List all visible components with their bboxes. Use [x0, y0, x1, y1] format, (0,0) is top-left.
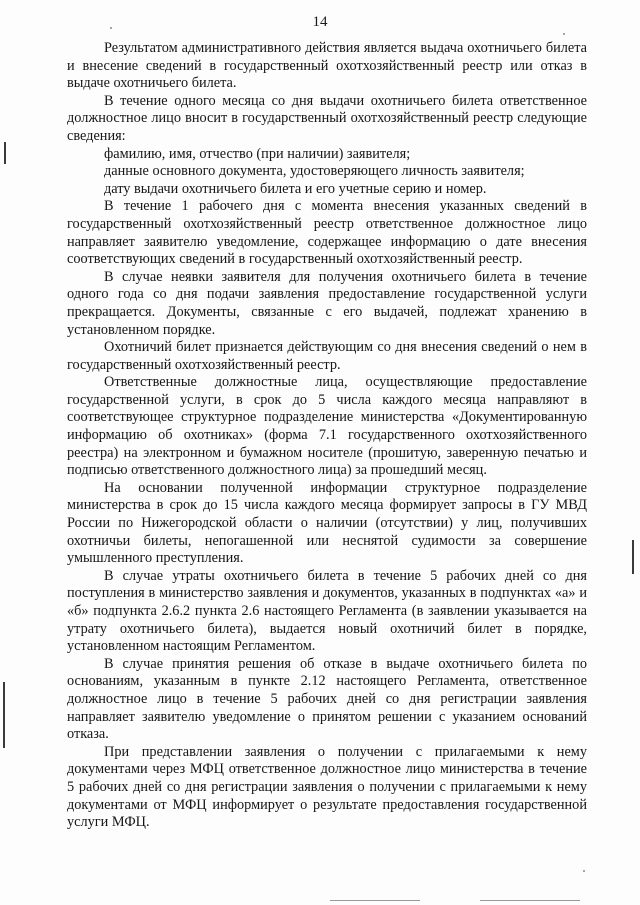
- scan-speck: [563, 33, 565, 35]
- paragraph: Результатом административного действия является выдача охотничьего билета и внесение сведений в государственный охотхозяйственный реестр или отказ в выдаче охотничьего билета.: [67, 40, 587, 92]
- list-item: дату выдачи охотничьего билета и его учетные серию и номер.: [104, 180, 487, 197]
- list-item: данные основного документа, удостоверяющего личность заявителя;: [104, 163, 525, 180]
- paragraph: При представлении заявления о получении с прилагаемыми к нему документами через МФЦ ответственное должностное лицо министерства в течение 5 рабочих дней со дня регистрации заявления о получении с прилагаемыми к нему документами от МФЦ информирует о результате предоставления государственной услуги МФЦ.: [67, 743, 587, 831]
- paragraph: В течение 1 рабочего дня с момента внесения указанных сведений в государственный охотхозяйственный реестр ответственное должностное лицо направляет заявителю уведомление, содержащее информацию о дате внесения соответствующих сведений в государственный охотхозяйственный реестр.: [67, 198, 587, 268]
- paragraph: В случае принятия решения об отказе в выдаче охотничьего билета по основаниям, указанным в пункте 2.12 настоящего Регламента, ответственное должностное лицо в течение 5 рабочих дней со дня регистрации заявления направляет заявителю уведомление о принятом решении с указанием оснований отказа.: [67, 655, 587, 743]
- scan-speck: [583, 870, 585, 872]
- paragraph: На основании полученной информации структурное подразделение министерства в срок до 15 числа каждого месяца формирует запросы в ГУ МВД России по Нижегородской области о наличии (отсутствии) у лиц, получивших охотничьи билеты, непогашенной или неснятой судимости за совершение умышленного преступления.: [67, 479, 587, 567]
- paragraph: В течение одного месяца со дня выдачи охотничьего билета ответственное должностное лицо вносит в государственный охотхозяйственный реестр следующие сведения:: [67, 92, 587, 144]
- scan-edge-mark: [3, 682, 5, 748]
- paragraph: Охотничий билет признается действующим со дня внесения сведений о нем в государственный охотхозяйственный реестр.: [67, 339, 587, 373]
- scan-bottom-edge: [480, 900, 580, 901]
- paragraph: В случае неявки заявителя для получения охотничьего билета в течение одного года со дня подачи заявления предоставление государственной услуги прекращается. Документы, связанные с его выдачей, подлежат хранению в установленном порядке.: [67, 268, 587, 338]
- scan-speck: [110, 27, 112, 29]
- list-item: фамилию, имя, отчество (при наличии) заявителя;: [104, 145, 411, 162]
- scan-edge-mark: [632, 540, 634, 574]
- scan-bottom-edge: [330, 900, 420, 901]
- paragraph: Ответственные должностные лица, осуществляющие предоставление государственной услуги, в срок до 5 числа каждого месяца направляют в соответствующее структурное подразделение министерства «Документированную информацию об охотниках» (форма 7.1 государственного охотхозяйственного реестра) на электронном и бумажном носителе (прошитую, заверенную печатью и подписью ответственного должностного лица) за прошедший месяц.: [67, 374, 587, 479]
- page-number: 14: [312, 14, 328, 30]
- paragraph: В случае утраты охотничьего билета в течение 5 рабочих дней со дня поступления в министерство заявления и документов, указанных в подпунктах «а» и «б» подпункта 2.6.2 пункта 2.6 настоящего Регламента (в заявлении указывается на утрату охотничьего билета), выдается новый охотничий билет в порядке, установленном настоящим Регламентом.: [67, 567, 587, 655]
- document-body: [67, 40, 587, 832]
- scan-edge-mark: [4, 142, 6, 164]
